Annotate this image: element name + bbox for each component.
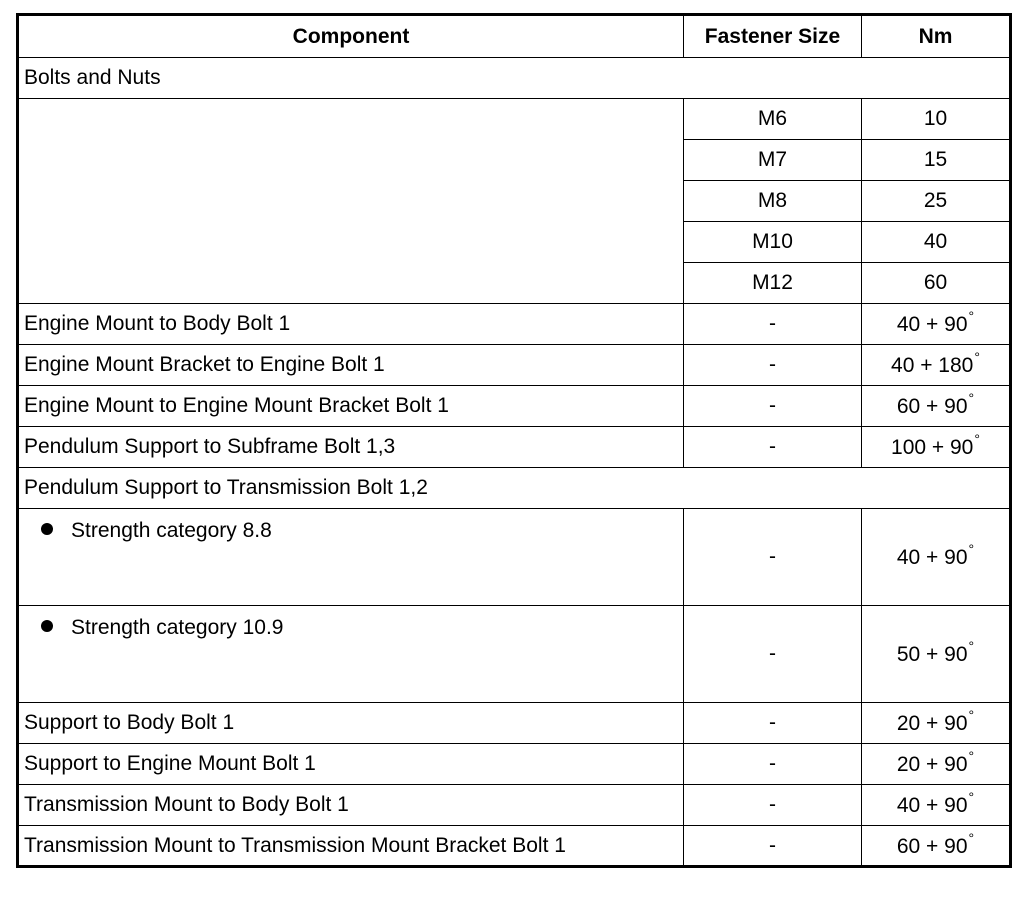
fastener-size-cell: - [684,386,862,427]
fastener-size-cell: M7 [684,140,862,181]
fastener-size-cell: - [684,744,862,785]
torque-spec-table [16,13,1012,868]
fastener-size-cell: - [684,703,862,744]
nm-value: 20 + 90 [896,712,968,736]
table-row [18,606,1011,703]
fastener-size-cell: - [684,606,862,703]
section-title-bolts-nuts: Bolts and Nuts [18,58,1011,99]
degree-symbol: ° [968,789,975,806]
nm-value: 100 + 90 [891,436,974,460]
nm-value: 40 + 90 [896,546,968,570]
component-label: Strength category 8.8 [71,519,272,542]
nm-cell [862,744,1011,785]
fastener-size-cell: M6 [684,99,862,140]
degree-symbol: ° [968,829,975,846]
fastener-size-cell: - [684,509,862,606]
fastener-size-cell: - [684,427,862,468]
table-row [18,345,1011,386]
nm-value: 50 + 90 [896,643,968,667]
nm-value: 40 + 90 [896,794,968,818]
table-row [18,509,1011,606]
component-cell [18,509,684,606]
nm-value: 40 + 180 [891,354,974,378]
table-row [18,304,1011,345]
nm-value: 20 + 90 [896,753,968,777]
nm-value: 40 + 90 [896,313,968,337]
fastener-size-cell: - [684,304,862,345]
fastener-size-cell: M12 [684,263,862,304]
nm-cell [862,509,1011,606]
nm-cell [862,386,1011,427]
generic-sizes-blank-cell [18,99,684,304]
nm-cell: 10 [862,99,1011,140]
table-row [18,703,1011,744]
section-title-pendulum: Pendulum Support to Transmission Bolt 1,2 [18,468,1011,509]
nm-value: 60 + 90 [896,395,968,419]
degree-symbol: ° [974,349,980,366]
component-cell: Engine Mount Bracket to Engine Bolt 1 [18,345,684,386]
nm-cell: 25 [862,181,1011,222]
fastener-size-cell: M8 [684,181,862,222]
table-row [18,427,1011,468]
nm-cell [862,427,1011,468]
table-row [18,99,1011,140]
nm-value: 60 + 90 [896,834,968,858]
component-cell: Engine Mount to Body Bolt 1 [18,304,684,345]
component-label: Strength category 10.9 [71,616,284,639]
degree-symbol: ° [968,390,975,407]
section-row-bolts-nuts [18,58,1011,99]
table-row [18,744,1011,785]
header-component: Component [18,15,684,58]
table-row [18,785,1011,826]
degree-symbol: ° [968,308,975,325]
nm-cell [862,703,1011,744]
header-row [18,15,1011,58]
component-cell: Transmission Mount to Body Bolt 1 [18,785,684,826]
component-cell: Pendulum Support to Subframe Bolt 1,3 [18,427,684,468]
degree-symbol: ° [968,638,975,655]
table-row [18,386,1011,427]
degree-symbol: ° [968,748,975,765]
nm-cell: 60 [862,263,1011,304]
header-nm: Nm [862,15,1011,58]
header-fastener-size: Fastener Size [684,15,862,58]
table-row [18,826,1011,867]
degree-symbol: ° [968,541,975,558]
nm-cell [862,606,1011,703]
fastener-size-cell: M10 [684,222,862,263]
component-cell: Support to Engine Mount Bolt 1 [18,744,684,785]
fastener-size-cell: - [684,345,862,386]
component-cell: Support to Body Bolt 1 [18,703,684,744]
nm-cell [862,304,1011,345]
bullet-icon [41,523,53,535]
nm-cell [862,826,1011,867]
component-cell: Engine Mount to Engine Mount Bracket Bolt 1 [18,386,684,427]
component-cell [18,606,684,703]
component-cell: Transmission Mount to Transmission Mount Bracket Bolt 1 [18,826,684,867]
degree-symbol: ° [974,431,980,448]
nm-cell: 15 [862,140,1011,181]
degree-symbol: ° [968,707,975,724]
fastener-size-cell: - [684,826,862,867]
nm-cell [862,785,1011,826]
section-row-pendulum [18,468,1011,509]
fastener-size-cell: - [684,785,862,826]
bullet-icon [41,620,53,632]
nm-cell [862,345,1011,386]
nm-cell: 40 [862,222,1011,263]
